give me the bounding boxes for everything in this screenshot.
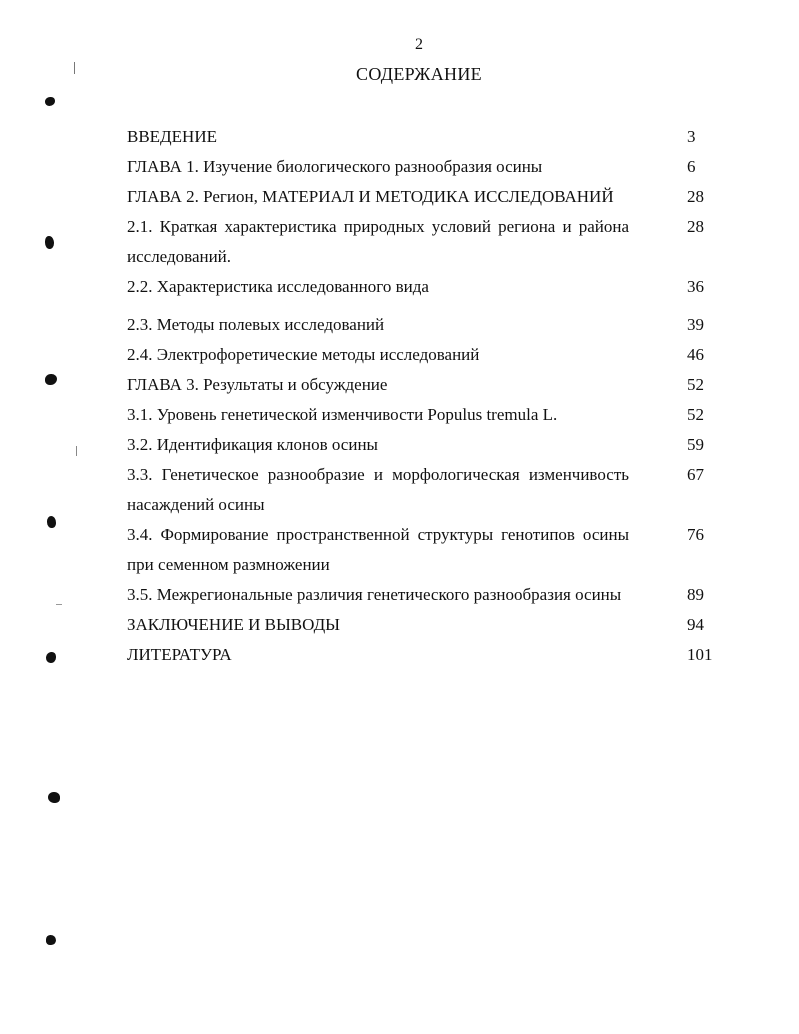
toc-entry-chapter-1 xyxy=(127,152,717,182)
toc-entry-page: 67 xyxy=(687,465,704,484)
toc-entry-section-2-1 xyxy=(127,212,717,272)
toc-entry-introduction xyxy=(127,122,717,152)
toc-entry-page: 89 xyxy=(687,585,704,604)
toc-entry-section-3-3 xyxy=(127,460,717,520)
toc-entry-title: 3.4. Формирование пространственной структуры генотипов осины при семенном размножении xyxy=(127,525,629,574)
toc-entry-conclusion xyxy=(127,610,717,640)
toc-entry-title: 2.4. Электрофоретические методы исследований xyxy=(127,345,480,364)
toc-entry-chapter-2 xyxy=(127,182,717,212)
toc-entry-page: 94 xyxy=(687,615,704,634)
binder-hole-mark xyxy=(46,935,56,945)
binder-hole-mark xyxy=(48,792,60,803)
toc-entry-section-2-3 xyxy=(127,310,717,340)
toc-entry-page: 46 xyxy=(687,345,704,364)
toc-entry-title: ГЛАВА 1. Изучение биологического разнообразия осины xyxy=(127,157,543,176)
toc-entry-title: 3.5. Межрегиональные различия генетического разнообразия осины xyxy=(127,585,622,604)
toc-entry-title: ГЛАВА 2. Регион, МАТЕРИАЛ И МЕТОДИКА ИССЛЕДОВАНИЙ xyxy=(127,187,614,206)
binder-hole-mark xyxy=(47,516,56,528)
toc-entry-chapter-3 xyxy=(127,370,717,400)
toc-entry-page: 76 xyxy=(687,525,704,544)
page-number: 2 xyxy=(415,36,423,53)
toc-entry-page: 6 xyxy=(687,157,696,176)
table-of-contents xyxy=(127,122,717,670)
toc-entry-page: 101 xyxy=(687,645,713,664)
toc-entry-page: 28 xyxy=(687,217,704,236)
page-title: СОДЕРЖАНИЕ xyxy=(356,64,482,84)
binder-hole-mark xyxy=(45,374,57,385)
toc-entry-section-2-4 xyxy=(127,340,717,370)
binder-hole-mark xyxy=(45,236,54,249)
toc-entry-title: ГЛАВА 3. Результаты и обсуждение xyxy=(127,375,388,394)
toc-entry-title: 2.2. Характеристика исследованного вида xyxy=(127,277,429,296)
toc-entry-page: 52 xyxy=(687,405,704,424)
binder-hole-mark xyxy=(45,97,55,106)
toc-entry-title: 3.1. Уровень генетической изменчивости Populus tremula L. xyxy=(127,405,558,424)
scan-speck xyxy=(56,604,62,605)
toc-entry-section-3-4 xyxy=(127,520,717,580)
toc-entry-page: 52 xyxy=(687,375,704,394)
toc-entry-page: 39 xyxy=(687,315,704,334)
toc-entry-page: 3 xyxy=(687,127,696,146)
toc-entry-title: ЗАКЛЮЧЕНИЕ И ВЫВОДЫ xyxy=(127,615,340,634)
toc-entry-page: 28 xyxy=(687,187,704,206)
scan-speck xyxy=(74,62,75,74)
toc-entry-title: 2.3. Методы полевых исследований xyxy=(127,315,385,334)
toc-entry-references xyxy=(127,640,717,670)
scan-speck xyxy=(76,446,77,456)
toc-entry-section-3-5 xyxy=(127,580,717,610)
toc-entry-title: ВВЕДЕНИЕ xyxy=(127,127,217,146)
toc-entry-section-3-1 xyxy=(127,400,717,430)
toc-entry-title: 3.3. Генетическое разнообразие и морфологическая изменчивость насаждений осины xyxy=(127,465,629,514)
binder-hole-mark xyxy=(46,652,56,663)
toc-entry-section-2-2 xyxy=(127,272,717,302)
toc-entry-title: 2.1. Краткая характеристика природных условий региона и района исследований. xyxy=(127,217,629,266)
toc-entry-page: 59 xyxy=(687,435,704,454)
toc-entry-page: 36 xyxy=(687,277,704,296)
toc-entry-title: ЛИТЕРАТУРА xyxy=(127,645,232,664)
toc-entry-title: 3.2. Идентификация клонов осины xyxy=(127,435,378,454)
toc-entry-section-3-2 xyxy=(127,430,717,460)
